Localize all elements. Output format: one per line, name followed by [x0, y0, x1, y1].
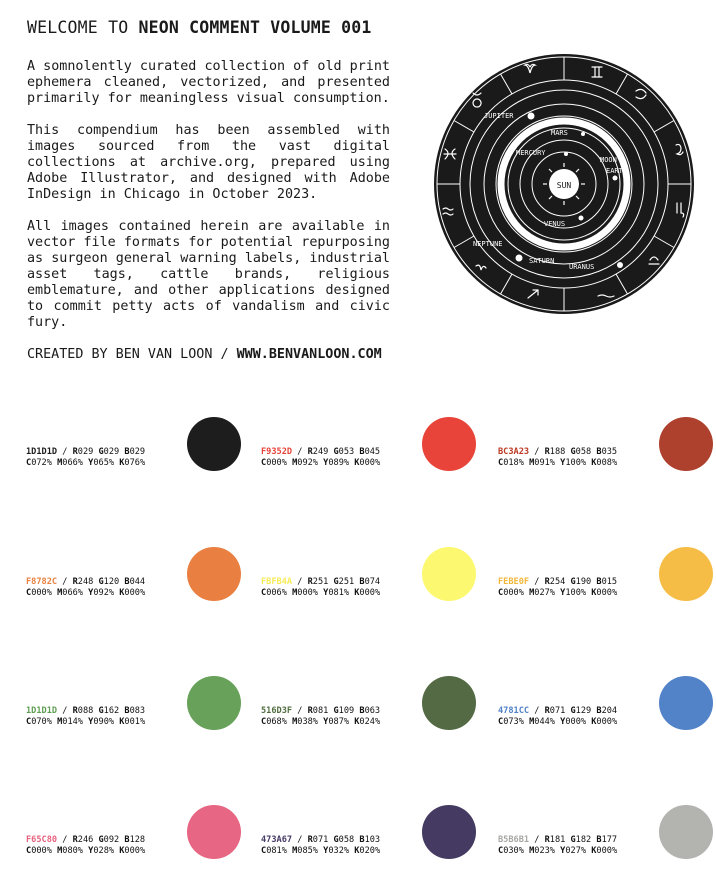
credit-line: CREATED BY BEN VAN LOON / WWW.BENVANLOON.COM [27, 347, 382, 362]
color-swatch-9 [498, 676, 716, 736]
color-swatch-2 [261, 417, 501, 477]
swatch-label: F9352D / R249 G053 B045 C000% M092% Y089% K000% [261, 447, 381, 468]
wheel-label-jupiter: JUPITER [484, 112, 514, 120]
color-swatch-5 [261, 547, 501, 607]
wheel-label-sun: SUN [556, 181, 572, 190]
color-swatch-8 [261, 676, 501, 736]
color-swatch-11 [261, 805, 501, 865]
swatch-label: 1D1D1D / R029 G029 B029 C072% M066% Y065% K076% [26, 447, 146, 468]
swatch-label: 473A67 / R071 G058 B103 C081% M085% Y032% K020% [261, 835, 381, 856]
swatch-label: 516D3F / R081 G109 B063 C068% M038% Y087% K024% [261, 706, 381, 727]
color-swatch-12 [498, 805, 716, 865]
swatch-circle [422, 417, 476, 471]
color-swatch-1 [26, 417, 266, 477]
wheel-label-neptune: NEPTUNE [473, 240, 503, 248]
swatch-circle [659, 676, 713, 730]
swatch-label: FEBE0F / R254 G190 B015 C000% M027% Y100% K000% [498, 577, 618, 598]
color-swatch-10 [26, 805, 266, 865]
swatch-label: BC3A23 / R188 G058 B035 C018% M091% Y100% K008% [498, 447, 618, 468]
wheel-label-earth: EARTH [606, 167, 628, 175]
wheel-label-mercury: MERCURY [516, 149, 546, 157]
color-swatch-6 [498, 547, 716, 607]
swatch-circle [187, 547, 241, 601]
swatch-circle [187, 676, 241, 730]
wheel-label-mars: MARS [551, 129, 568, 137]
swatch-circle [659, 805, 713, 859]
wheel-label-uranus: URANUS [569, 263, 595, 271]
swatch-circle [659, 417, 713, 471]
swatch-label: 1D1D1D / R088 G162 B083 C070% M014% Y090% K001% [26, 706, 146, 727]
intro-paragraph-1: A somnolently curated collection of old print ephemera cleaned, vectorized, and presented primarily for meaningless visual consumption. [27, 59, 390, 106]
swatch-circle [422, 805, 476, 859]
wheel-label-saturn: SATURN [529, 257, 555, 265]
color-swatch-4 [26, 547, 266, 607]
swatch-circle [659, 547, 713, 601]
wheel-label-moon: MOON [600, 156, 617, 164]
wheel-label-venus: VENUS [544, 220, 566, 228]
swatch-label: B5B6B1 / R181 G182 B177 C030% M023% Y027% K000% [498, 835, 618, 856]
swatch-label: FBFB4A / R251 G251 B074 C006% M000% Y081% K000% [261, 577, 381, 598]
swatch-circle [422, 547, 476, 601]
page-title: WELCOME TO NEON COMMENT VOLUME 001 [27, 18, 372, 37]
color-swatch-7 [26, 676, 266, 736]
intro-text [27, 18, 390, 363]
intro-paragraph-3: All images contained herein are available in vector file formats for potential repurposing as surgeon general warning labels, industrial asset tags, cattle brands, religious emblemature, and other applications designed to commit petty acts of vandalism and civic fury. [27, 219, 390, 330]
swatch-circle [422, 676, 476, 730]
swatch-label: 4781CC / R071 G129 B204 C073% M044% Y000% K000% [498, 706, 618, 727]
swatch-label: F8782C / R248 G120 B044 C000% M066% Y092% K000% [26, 577, 146, 598]
swatch-circle [187, 805, 241, 859]
intro-paragraph-2: This compendium has been assembled with images sourced from the vast digital collections at archive.org, prepared using Adobe Illustrator, and designed with Adobe InDesign in Chicago in October 2023. [27, 123, 390, 202]
astrology-wheel-illustration [433, 53, 695, 315]
color-swatch-3 [498, 417, 716, 477]
website-link[interactable]: WWW.BENVANLOON.COM [236, 347, 382, 362]
swatch-circle [187, 417, 241, 471]
swatch-label: F65C80 / R246 G092 B128 C000% M080% Y028% K000% [26, 835, 146, 856]
